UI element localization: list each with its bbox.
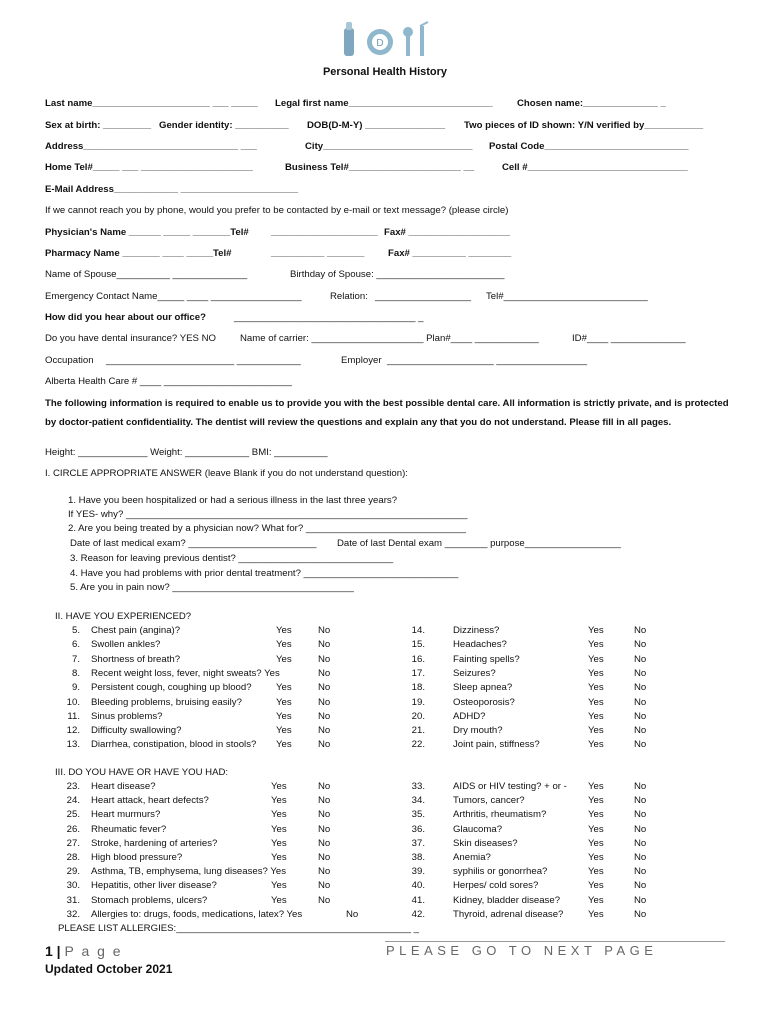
no-option[interactable]: No bbox=[634, 639, 647, 651]
question-text: Stomach problems, ulcers? bbox=[91, 894, 208, 906]
question-number: 8. bbox=[71, 667, 80, 679]
no-option[interactable]: No bbox=[318, 795, 331, 807]
question-text: Persistent cough, coughing up blood? bbox=[91, 682, 252, 694]
question-text: Sleep apnea? bbox=[453, 682, 513, 694]
contact-preference-question: If we cannot reach you by phone, would you prefer to be contacted by e-mail or text message? (please circle) bbox=[45, 205, 509, 216]
question-text: Rheumatic fever? bbox=[91, 823, 167, 835]
svg-text:D: D bbox=[376, 38, 384, 49]
question-text: Osteoporosis? bbox=[453, 696, 515, 708]
relation-label: Relation: bbox=[330, 291, 368, 302]
question-text: Bleeding problems, bruising easily? bbox=[91, 696, 242, 708]
page-number-value: 1 | bbox=[45, 943, 61, 959]
yes-option[interactable]: Yes bbox=[588, 625, 604, 636]
no-option[interactable]: No bbox=[634, 823, 647, 835]
no-option[interactable]: No bbox=[318, 809, 331, 821]
question-number: 19. bbox=[411, 696, 425, 708]
no-option[interactable]: No bbox=[318, 852, 331, 863]
yes-option[interactable]: Yes bbox=[588, 880, 604, 892]
question-text: Seizures? bbox=[453, 667, 496, 679]
no-option[interactable]: No bbox=[634, 725, 647, 737]
spouse-name-field[interactable]: Name of Spouse__________ ______________ bbox=[45, 269, 248, 280]
question-3[interactable]: 3. Reason for leaving previous dentist? _____________________________ bbox=[70, 553, 394, 564]
question-number: 25. bbox=[66, 809, 80, 821]
carrier-plan-field[interactable]: Name of carrier: _____________________ Plan#____ ____________ bbox=[240, 333, 539, 344]
referral-field[interactable]: __________________________________ _ bbox=[234, 312, 424, 323]
question-number: 40. bbox=[411, 880, 425, 892]
question-number: 38. bbox=[411, 852, 425, 863]
alberta-health-care-field[interactable]: Alberta Health Care # ____ ________________________ bbox=[45, 376, 292, 387]
question-text: syphilis or gonorrhea? bbox=[453, 866, 548, 878]
question-text: Fainting spells? bbox=[453, 653, 520, 665]
question-text: Allergies to: drugs, foods, medications, latex? Yes bbox=[91, 908, 303, 920]
question-5[interactable]: 5. Are you in pain now? __________________________________ bbox=[70, 582, 354, 593]
yes-option[interactable]: Yes bbox=[271, 823, 287, 835]
no-option[interactable]: No bbox=[318, 625, 331, 636]
question-text: Headaches? bbox=[453, 639, 507, 651]
emergency-contact-field[interactable]: Emergency Contact Name_____ ____ _________________ bbox=[45, 291, 302, 302]
no-option[interactable]: No bbox=[634, 795, 647, 807]
no-option[interactable]: No bbox=[318, 653, 331, 665]
no-option[interactable]: No bbox=[318, 725, 331, 737]
last-medical-exam-field[interactable]: Date of last medical exam? ________________________ bbox=[70, 538, 317, 549]
question-text: Dry mouth? bbox=[453, 725, 503, 737]
question-text: Arthritis, rheumatism? bbox=[453, 809, 547, 821]
yes-option[interactable]: Yes bbox=[276, 725, 292, 737]
no-option[interactable]: No bbox=[318, 682, 331, 694]
no-option[interactable]: No bbox=[634, 837, 647, 849]
dental-insurance-question[interactable]: Do you have dental insurance? YES NO bbox=[45, 333, 217, 344]
yes-option[interactable]: Yes bbox=[588, 739, 604, 751]
no-option[interactable]: No bbox=[634, 781, 647, 792]
question-number: 39. bbox=[411, 866, 425, 878]
question-text: Kidney, bladder disease? bbox=[453, 894, 561, 906]
no-option[interactable]: No bbox=[634, 696, 647, 708]
no-option[interactable]: No bbox=[634, 809, 647, 821]
question-number: 20. bbox=[411, 710, 425, 722]
no-option[interactable]: No bbox=[318, 667, 331, 679]
no-option[interactable]: No bbox=[318, 639, 331, 651]
yes-option[interactable]: Yes bbox=[588, 710, 604, 722]
question-number: 17. bbox=[411, 667, 425, 679]
question-text: Asthma, TB, emphysema, lung diseases? Yes bbox=[91, 866, 287, 878]
yes-option[interactable]: Yes bbox=[276, 625, 292, 636]
page-label: P a g e bbox=[64, 943, 123, 959]
yes-option[interactable]: Yes bbox=[271, 894, 287, 906]
question-number: 42. bbox=[411, 908, 425, 920]
privacy-notice: The following information is required to enable us to provide you with the best possible dental care. All information is strictly private, and is protected by doctor-patient confidentiality. The dentist will review the questions and explain any that you do not understand. Please fill in all pages. bbox=[45, 398, 729, 428]
question-number: 41. bbox=[411, 894, 425, 906]
email-field[interactable]: E-Mail Address____________ ______________________ bbox=[45, 184, 299, 195]
postal-code-field[interactable]: Postal Code___________________________ bbox=[489, 141, 689, 152]
city-field[interactable]: City____________________________ bbox=[305, 141, 473, 152]
section-1-heading: I. CIRCLE APPROPRIATE ANSWER (leave Blank if you do not understand question): bbox=[45, 468, 408, 479]
question-number: 26. bbox=[66, 823, 80, 835]
question-text: Stroke, hardening of arteries? bbox=[91, 837, 218, 849]
question-number: 5. bbox=[71, 625, 80, 636]
question-number: 6. bbox=[71, 639, 80, 651]
no-option[interactable]: No bbox=[634, 880, 647, 892]
question-text: AIDS or HIV testing? + or - bbox=[453, 781, 567, 792]
yes-option[interactable]: Yes bbox=[276, 696, 292, 708]
no-option[interactable]: No bbox=[318, 781, 331, 792]
yes-option[interactable]: Yes bbox=[271, 809, 287, 821]
id-verified-field[interactable]: Two pieces of ID shown: Y/N verified by___________ bbox=[464, 120, 704, 131]
question-number: 36. bbox=[411, 823, 425, 835]
question-text: Tumors, cancer? bbox=[453, 795, 525, 807]
question-number: 30. bbox=[66, 880, 80, 892]
yes-option[interactable]: Yes bbox=[588, 682, 604, 694]
yes-option[interactable]: Yes bbox=[276, 653, 292, 665]
yes-option[interactable]: Yes bbox=[276, 710, 292, 722]
question-text: Difficulty swallowing? bbox=[91, 725, 182, 737]
no-option[interactable]: No bbox=[634, 667, 647, 679]
yes-option[interactable]: Yes bbox=[588, 908, 604, 920]
question-number: 29. bbox=[66, 866, 80, 878]
yes-option[interactable]: Yes bbox=[271, 852, 287, 863]
question-text: Hepatitis, other liver disease? bbox=[91, 880, 217, 892]
question-text: Heart murmurs? bbox=[91, 809, 161, 821]
question-number: 37. bbox=[411, 837, 425, 849]
no-option[interactable]: No bbox=[634, 866, 647, 878]
question-number: 23. bbox=[66, 781, 80, 792]
question-1-why-field[interactable]: If YES- why? ________________________________________________________________ bbox=[68, 509, 468, 520]
relation-field[interactable]: __________________ bbox=[375, 291, 472, 302]
question-number: 7. bbox=[71, 653, 80, 665]
yes-option[interactable]: Yes bbox=[271, 781, 287, 792]
no-option[interactable]: No bbox=[318, 880, 331, 892]
pharmacy-field[interactable]: Pharmacy Name _______ ____ _____Tel# bbox=[45, 248, 232, 259]
yes-option[interactable]: Yes bbox=[276, 682, 292, 694]
question-number: 32. bbox=[66, 908, 80, 920]
question-text: Herpes/ cold sores? bbox=[453, 880, 539, 892]
yes-option[interactable]: Yes bbox=[271, 837, 287, 849]
question-text: Dizziness? bbox=[453, 625, 500, 636]
question-number: 24. bbox=[66, 795, 80, 807]
yes-option[interactable]: Yes bbox=[588, 809, 604, 821]
question-number: 10. bbox=[66, 696, 80, 708]
allergies-field[interactable]: PLEASE LIST ALLERGIES:____________________________________________ _ bbox=[58, 923, 419, 934]
no-option[interactable]: No bbox=[318, 866, 331, 878]
question-text: ADHD? bbox=[453, 710, 486, 722]
question-number: 22. bbox=[411, 739, 425, 751]
question-4[interactable]: 4. Have you had problems with prior dental treatment? _____________________________ bbox=[70, 568, 459, 579]
cell-field[interactable]: Cell #______________________________ bbox=[502, 162, 688, 173]
question-text: High blood pressure? bbox=[91, 852, 183, 863]
yes-option[interactable]: Yes bbox=[271, 880, 287, 892]
no-option[interactable]: No bbox=[318, 739, 331, 751]
no-option[interactable]: No bbox=[634, 653, 647, 665]
legal-first-name-field[interactable]: Legal first name___________________________ bbox=[275, 98, 493, 109]
question-text: Skin diseases? bbox=[453, 837, 518, 849]
footer-divider bbox=[385, 941, 725, 942]
home-tel-field[interactable]: Home Tel#_____ ___ _____________________ bbox=[45, 162, 253, 173]
business-tel-field[interactable]: Business Tel#_____________________ __ bbox=[285, 162, 475, 173]
question-number: 31. bbox=[66, 894, 80, 906]
employer-label: Employer bbox=[341, 355, 382, 366]
question-text: Thyroid, adrenal disease? bbox=[453, 908, 564, 920]
question-number: 35. bbox=[411, 809, 425, 821]
no-option[interactable]: No bbox=[318, 894, 331, 906]
question-text: Joint pain, stiffness? bbox=[453, 739, 540, 751]
emergency-tel-field[interactable]: Tel#___________________________ bbox=[486, 291, 648, 302]
height-weight-bmi-field[interactable]: Height: _____________ Weight: ____________ BMI: __________ bbox=[45, 447, 328, 458]
no-option[interactable]: No bbox=[634, 625, 647, 636]
spouse-birthday-field[interactable]: Birthday of Spouse: ________________________ bbox=[290, 269, 505, 280]
updated-date: Updated October 2021 bbox=[45, 962, 173, 976]
no-option[interactable]: No bbox=[634, 894, 647, 906]
no-option[interactable]: No bbox=[318, 837, 331, 849]
yes-option[interactable]: Yes bbox=[588, 837, 604, 849]
question-text: Shortness of breath? bbox=[91, 653, 181, 665]
question-1: 1. Have you been hospitalized or had a serious illness in the last three years? bbox=[68, 495, 398, 506]
yes-option[interactable]: Yes bbox=[276, 739, 292, 751]
pharmacy-tel-line[interactable]: __________ _______ bbox=[271, 248, 365, 259]
yes-option[interactable]: Yes bbox=[276, 639, 292, 651]
yes-option[interactable]: Yes bbox=[588, 823, 604, 835]
section-2-heading: II. HAVE YOU EXPERIENCED? bbox=[55, 611, 192, 622]
chosen-name-field[interactable]: Chosen name:______________ _ bbox=[517, 98, 666, 109]
physician-fax-field[interactable]: Fax# ___________________ bbox=[384, 227, 510, 238]
no-option[interactable]: No bbox=[318, 696, 331, 708]
yes-option[interactable]: Yes bbox=[588, 667, 604, 679]
yes-option[interactable]: Yes bbox=[271, 795, 287, 807]
question-text: Recent weight loss, fever, night sweats? Yes bbox=[91, 667, 280, 679]
next-page-notice: PLEASE GO TO NEXT PAGE bbox=[386, 943, 658, 958]
question-number: 13. bbox=[66, 739, 80, 751]
no-option[interactable]: No bbox=[346, 908, 359, 920]
section-3-heading: III. DO YOU HAVE OR HAVE YOU HAD: bbox=[55, 767, 229, 778]
no-option[interactable]: No bbox=[634, 682, 647, 694]
question-number: 14. bbox=[411, 625, 425, 636]
yes-option[interactable]: Yes bbox=[588, 852, 604, 863]
physician-field[interactable]: Physician's Name ______ _____ _______Tel# bbox=[45, 227, 249, 238]
question-number: 11. bbox=[67, 710, 80, 722]
question-text: Heart disease? bbox=[91, 781, 156, 792]
physician-tel-line[interactable]: ____________________ bbox=[271, 227, 378, 238]
question-number: 27. bbox=[66, 837, 80, 849]
question-number: 15. bbox=[411, 639, 425, 651]
insurance-id-field[interactable]: ID#____ ______________ bbox=[572, 333, 686, 344]
address-field[interactable]: Address_____________________________ ___ bbox=[45, 141, 257, 152]
question-number: 34. bbox=[411, 795, 425, 807]
yes-option[interactable]: Yes bbox=[588, 795, 604, 807]
no-option[interactable]: No bbox=[634, 739, 647, 751]
no-option[interactable]: No bbox=[634, 852, 647, 863]
page-title: Personal Health History bbox=[322, 66, 448, 78]
question-text: Glaucoma? bbox=[453, 823, 503, 835]
sex-at-birth-field[interactable]: Sex at birth: _________ bbox=[45, 120, 152, 131]
question-text: Chest pain (angina)? bbox=[91, 625, 181, 636]
yes-option[interactable]: Yes bbox=[588, 639, 604, 651]
occupation-field[interactable]: ________________________ ____________ bbox=[106, 355, 301, 366]
yes-option[interactable]: Yes bbox=[588, 781, 604, 792]
no-option[interactable]: No bbox=[634, 908, 647, 920]
question-number: 28. bbox=[66, 852, 80, 863]
question-2[interactable]: 2. Are you being treated by a physician now? What for? ______________________________ bbox=[68, 523, 466, 534]
question-number: 16. bbox=[411, 653, 425, 665]
dental-logo-icon bbox=[336, 20, 436, 60]
question-number: 33. bbox=[411, 781, 425, 792]
question-number: 9. bbox=[71, 682, 80, 694]
question-number: 12. bbox=[66, 725, 80, 737]
occupation-label: Occupation bbox=[45, 355, 94, 366]
question-text: Heart attack, heart defects? bbox=[91, 795, 209, 807]
question-text: Sinus problems? bbox=[91, 710, 163, 722]
pharmacy-fax-field[interactable]: Fax# __________ ________ bbox=[388, 248, 512, 259]
referral-question: How did you hear about our office? bbox=[45, 312, 206, 323]
no-option[interactable]: No bbox=[634, 710, 647, 722]
question-number: 18. bbox=[411, 682, 425, 694]
no-option[interactable]: No bbox=[318, 710, 331, 722]
last-dental-exam-field[interactable]: Date of last Dental exam ________ purpose__________________ bbox=[337, 538, 621, 549]
dob-field[interactable]: DOB(D-M-Y) _______________ bbox=[307, 120, 446, 131]
question-text: Anemia? bbox=[453, 852, 491, 863]
no-option[interactable]: No bbox=[318, 823, 331, 835]
question-number: 21. bbox=[411, 725, 425, 737]
yes-option[interactable]: Yes bbox=[588, 866, 604, 878]
yes-option[interactable]: Yes bbox=[588, 696, 604, 708]
yes-option[interactable]: Yes bbox=[588, 653, 604, 665]
page-number bbox=[45, 943, 123, 959]
employer-field[interactable]: ____________________ _________________ bbox=[387, 355, 588, 366]
gender-identity-field[interactable]: Gender identity: __________ bbox=[159, 120, 289, 131]
yes-option[interactable]: Yes bbox=[588, 894, 604, 906]
last-name-field[interactable]: Last name______________________ ___ _____ bbox=[45, 98, 258, 109]
question-text: Diarrhea, constipation, blood in stools? bbox=[91, 739, 257, 751]
question-text: Swollen ankles? bbox=[91, 639, 161, 651]
yes-option[interactable]: Yes bbox=[588, 725, 604, 737]
